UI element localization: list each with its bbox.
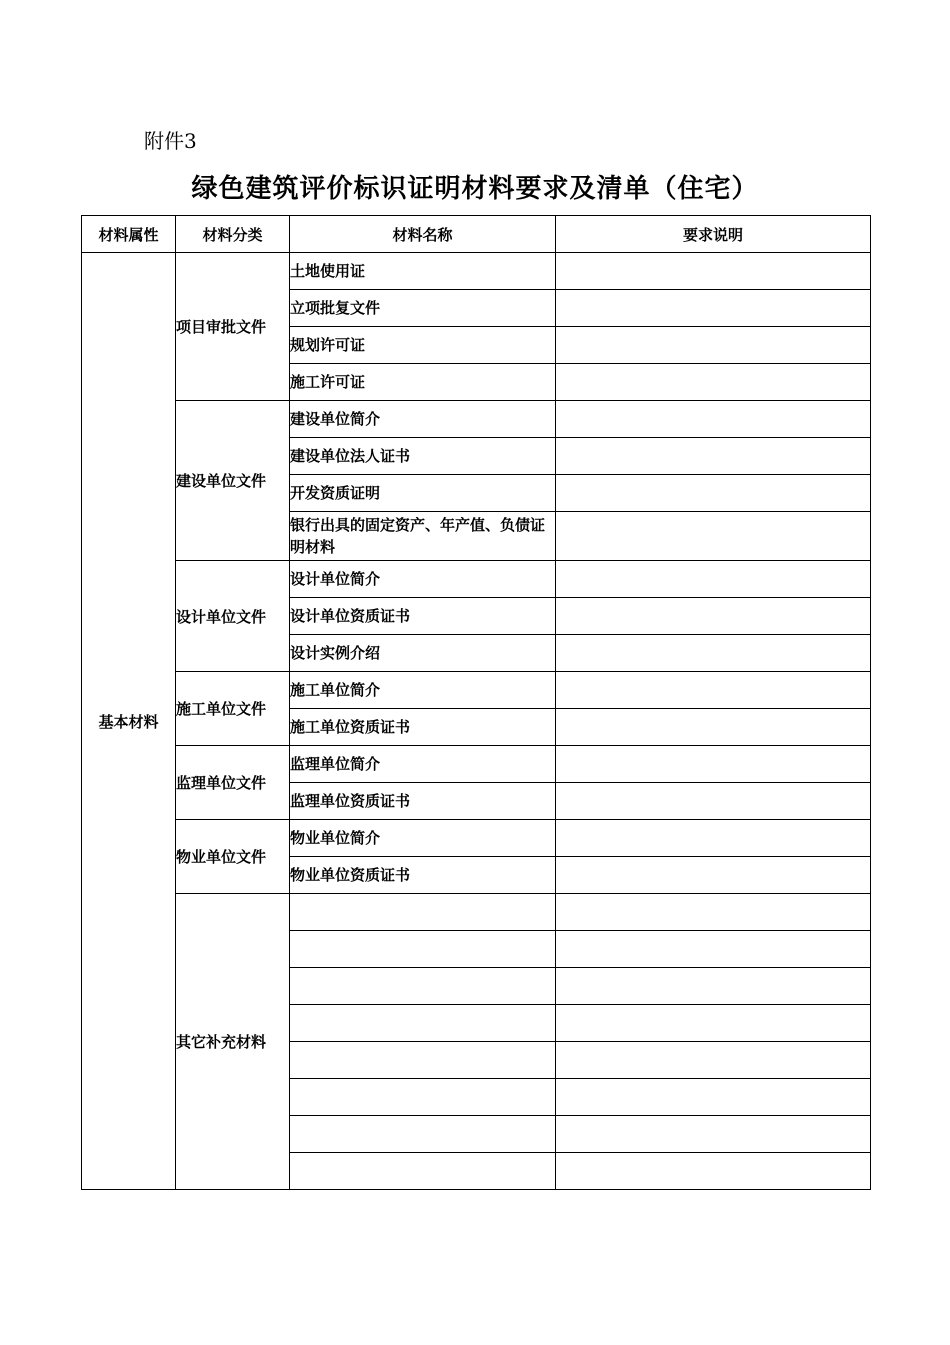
requirement-cell [556,968,871,1005]
requirement-cell [556,475,871,512]
material-name-cell: 设计单位简介 [290,561,556,598]
material-name-cell [290,1153,556,1190]
table-row [82,401,871,438]
materials-table [81,215,871,1190]
material-name-cell [290,1042,556,1079]
category-cell: 施工单位文件 [176,672,290,746]
table-header-row [82,216,871,253]
category-cell: 监理单位文件 [176,746,290,820]
material-name-cell [290,968,556,1005]
requirement-cell [556,746,871,783]
requirement-cell [556,931,871,968]
material-name-cell: 设计单位资质证书 [290,598,556,635]
material-name-cell: 立项批复文件 [290,290,556,327]
requirement-cell [556,820,871,857]
requirement-cell [556,364,871,401]
requirement-cell [556,290,871,327]
material-name-cell: 物业单位资质证书 [290,857,556,894]
category-cell: 项目审批文件 [176,253,290,401]
material-name-cell [290,1116,556,1153]
table-row [82,746,871,783]
material-name-cell: 开发资质证明 [290,475,556,512]
category-cell: 设计单位文件 [176,561,290,672]
header-category: 材料分类 [176,216,290,253]
material-name-cell: 物业单位简介 [290,820,556,857]
requirement-cell [556,1153,871,1190]
requirement-cell [556,512,871,561]
requirement-cell [556,1042,871,1079]
header-name: 材料名称 [290,216,556,253]
header-requirement: 要求说明 [556,216,871,253]
table-row [82,253,871,290]
material-name-cell: 监理单位简介 [290,746,556,783]
material-name-cell: 建设单位简介 [290,401,556,438]
requirement-cell [556,672,871,709]
category-cell: 建设单位文件 [176,401,290,561]
material-name-cell: 监理单位资质证书 [290,783,556,820]
requirement-cell [556,1005,871,1042]
material-name-cell: 规划许可证 [290,327,556,364]
material-name-cell: 施工单位简介 [290,672,556,709]
requirement-cell [556,635,871,672]
document-title: 绿色建筑评价标识证明材料要求及清单（住宅） [191,174,759,204]
requirement-cell [556,783,871,820]
category-cell: 其它补充材料 [176,894,290,1190]
material-name-cell [290,931,556,968]
requirement-cell [556,709,871,746]
requirement-cell [556,438,871,475]
requirement-cell [556,894,871,931]
material-name-cell [290,894,556,931]
table-row [82,894,871,931]
annex-label: 附件3 [144,129,197,153]
table-row [82,561,871,598]
material-name-cell: 设计实例介绍 [290,635,556,672]
requirement-cell [556,598,871,635]
requirement-cell [556,401,871,438]
requirement-cell [556,1079,871,1116]
header-attribute: 材料属性 [82,216,176,253]
category-cell: 物业单位文件 [176,820,290,894]
attribute-cell: 基本材料 [82,253,176,1190]
material-name-cell: 施工单位资质证书 [290,709,556,746]
material-name-cell: 施工许可证 [290,364,556,401]
material-name-cell: 银行出具的固定资产、年产值、负债证明材料 [290,512,556,561]
material-name-cell [290,1079,556,1116]
requirement-cell [556,1116,871,1153]
requirement-cell [556,857,871,894]
table-row [82,820,871,857]
material-name-cell: 土地使用证 [290,253,556,290]
requirement-cell [556,327,871,364]
requirement-cell [556,253,871,290]
material-name-cell: 建设单位法人证书 [290,438,556,475]
requirement-cell [556,561,871,598]
table-row [82,672,871,709]
table-body [82,253,871,1190]
material-name-cell [290,1005,556,1042]
